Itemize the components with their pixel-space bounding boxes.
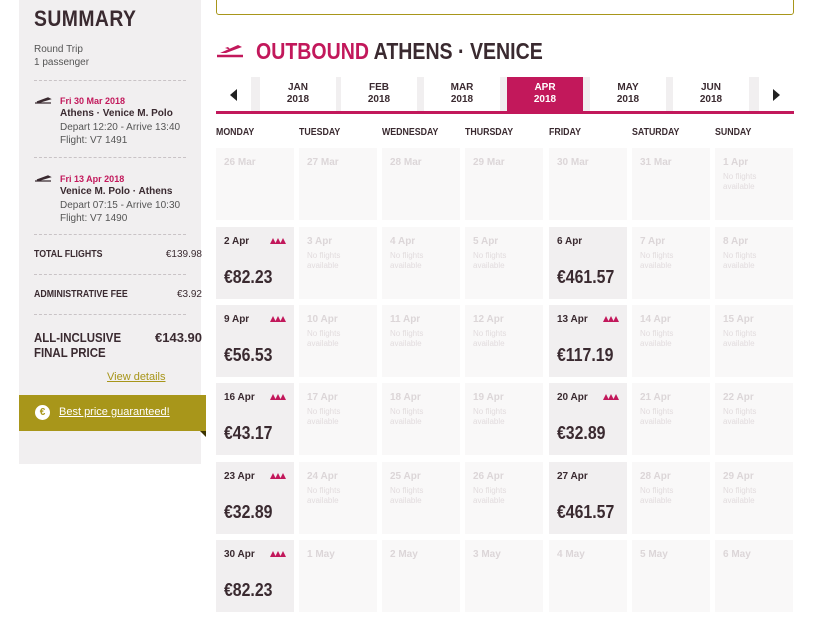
calendar-day-unavailable xyxy=(632,462,710,534)
no-flights-text: No flights available xyxy=(723,407,757,426)
day-label: 30 Apr xyxy=(224,549,255,560)
no-flights-text: No flights available xyxy=(307,407,341,426)
month-tab-mar[interactable] xyxy=(424,77,500,111)
flight-date: Fri 13 Apr 2018 xyxy=(60,174,125,184)
calendar-day-available[interactable] xyxy=(216,227,294,299)
day-price: €117.19 xyxy=(557,345,614,365)
day-label: 3 Apr xyxy=(307,236,333,247)
calendar-day-unavailable xyxy=(549,148,627,220)
next-month-button[interactable] xyxy=(759,77,794,111)
no-flights-text: No flights available xyxy=(390,407,424,426)
day-label: 10 Apr xyxy=(307,314,338,325)
month-year: 2018 xyxy=(286,94,310,105)
month-year: 2018 xyxy=(367,94,391,105)
calendar-day-available[interactable] xyxy=(216,462,294,534)
no-flights-text: No flights available xyxy=(473,251,507,270)
calendar-day-unavailable xyxy=(465,540,543,612)
month-name: APR xyxy=(534,82,556,93)
total-flights-label: TOTAL FLIGHTS xyxy=(34,249,103,260)
day-label: 6 Apr xyxy=(557,236,583,247)
day-label: 5 May xyxy=(640,549,668,560)
day-label: 14 Apr xyxy=(640,314,671,325)
divider xyxy=(34,80,186,81)
month-year: 2018 xyxy=(450,94,474,105)
month-name: MAY xyxy=(617,82,639,93)
outbound-label: OUTBOUND xyxy=(256,38,369,64)
calendar-day-unavailable xyxy=(465,462,543,534)
final-price-value: €143.90 xyxy=(155,330,202,345)
calendar-day-unavailable xyxy=(382,148,460,220)
day-label: 2 May xyxy=(390,549,418,560)
day-price: €43.17 xyxy=(224,423,273,443)
day-label: 8 Apr xyxy=(723,236,749,247)
day-label: 16 Apr xyxy=(224,392,255,403)
month-year: 2018 xyxy=(533,94,557,105)
calendar-day-unavailable xyxy=(715,383,793,455)
calendar-day-unavailable xyxy=(299,227,377,299)
view-details-link[interactable]: View details xyxy=(107,371,166,383)
calendar-day-unavailable xyxy=(299,148,377,220)
day-label: 5 Apr xyxy=(473,236,499,247)
no-flights-text: No flights available xyxy=(640,407,674,426)
flight-times: Depart 12:20 - Arrive 13:40 xyxy=(60,122,181,133)
day-label: 3 May xyxy=(473,549,501,560)
final-price-label-line1: ALL-INCLUSIVE xyxy=(34,330,122,345)
airplane-takeoff-icon xyxy=(34,96,52,106)
calendar-day-unavailable xyxy=(715,540,793,612)
outbound-flight-summary xyxy=(34,96,194,146)
trip-type: Round Trip xyxy=(34,44,83,55)
flight-number: Flight: V7 1490 xyxy=(60,213,128,224)
day-label: 11 Apr xyxy=(390,314,421,325)
calendar-day-unavailable xyxy=(382,227,460,299)
no-flights-text: No flights available xyxy=(473,407,507,426)
day-label: 30 Mar xyxy=(557,157,589,168)
admin-fee-value: €3.92 xyxy=(176,289,202,300)
day-label: 23 Apr xyxy=(224,471,255,482)
calendar-day-unavailable xyxy=(465,227,543,299)
day-label: 29 Apr xyxy=(723,471,754,482)
best-price-banner[interactable] xyxy=(19,395,206,431)
month-name: JUN xyxy=(700,82,721,93)
calendar-day-available[interactable] xyxy=(549,383,627,455)
day-label: 21 Apr xyxy=(640,392,671,403)
low-price-icon xyxy=(270,314,286,324)
day-label: 19 Apr xyxy=(473,392,504,403)
weekday-header: SATURDAY xyxy=(632,127,680,138)
month-tab-may[interactable] xyxy=(590,77,666,111)
calendar-day-unavailable xyxy=(632,148,710,220)
day-label: 18 Apr xyxy=(390,392,421,403)
day-price: €56.53 xyxy=(224,345,273,365)
month-selector xyxy=(216,77,794,114)
prev-month-button[interactable] xyxy=(216,77,251,111)
summary-title: SUMMARY xyxy=(34,6,137,31)
no-flights-text: No flights available xyxy=(723,172,757,191)
low-price-icon xyxy=(270,392,286,402)
calendar-day-unavailable xyxy=(715,227,793,299)
outbound-route: ATHENS · VENICE xyxy=(373,38,543,64)
day-label: 26 Mar xyxy=(224,157,256,168)
day-price: €461.57 xyxy=(557,267,615,287)
low-price-icon xyxy=(270,549,286,559)
calendar-day-unavailable xyxy=(465,305,543,377)
no-flights-text: No flights available xyxy=(640,251,674,270)
calendar-day-unavailable xyxy=(715,462,793,534)
calendar-day-unavailable xyxy=(465,383,543,455)
chevron-left-icon xyxy=(230,89,237,101)
day-label: 7 Apr xyxy=(640,236,666,247)
airplane-takeoff-icon xyxy=(216,42,244,58)
month-name: JAN xyxy=(287,82,308,93)
flight-route: Athens · Venice M. Polo xyxy=(60,108,173,119)
weekday-header: MONDAY xyxy=(216,127,255,138)
day-label: 31 Mar xyxy=(640,157,672,168)
day-label: 25 Apr xyxy=(390,471,421,482)
month-year: 2018 xyxy=(616,94,640,105)
best-price-link[interactable]: Best price guaranteed! xyxy=(59,406,170,418)
day-label: 12 Apr xyxy=(473,314,504,325)
weekday-header: TUESDAY xyxy=(299,127,341,138)
month-year: 2018 xyxy=(699,94,723,105)
day-label: 1 Apr xyxy=(723,157,749,168)
divider xyxy=(34,314,186,315)
no-flights-text: No flights available xyxy=(473,486,507,505)
divider xyxy=(34,157,186,158)
calendar-day-unavailable xyxy=(632,305,710,377)
month-tab-apr[interactable] xyxy=(507,77,583,114)
low-price-icon xyxy=(603,314,619,324)
divider xyxy=(34,274,186,275)
calendar-day-unavailable xyxy=(549,540,627,612)
low-price-icon xyxy=(270,236,286,246)
outbound-heading xyxy=(256,38,543,65)
day-label: 9 Apr xyxy=(224,314,250,325)
chevron-right-icon xyxy=(773,89,780,101)
no-flights-text: No flights available xyxy=(390,251,424,270)
calendar-day-available[interactable] xyxy=(549,462,627,534)
flight-date: Fri 30 Mar 2018 xyxy=(60,96,126,106)
calendar-day-available[interactable] xyxy=(549,227,627,299)
calendar-day-unavailable xyxy=(299,305,377,377)
no-flights-text: No flights available xyxy=(307,251,341,270)
day-price: €82.23 xyxy=(224,580,273,600)
calendar-day-unavailable xyxy=(715,305,793,377)
weekday-header: WEDNESDAY xyxy=(382,127,439,138)
month-name: FEB xyxy=(369,82,389,93)
flight-number: Flight: V7 1491 xyxy=(60,135,128,146)
calendar-day-unavailable xyxy=(299,462,377,534)
return-flight-summary xyxy=(34,174,194,224)
calendar-day-unavailable xyxy=(632,540,710,612)
flight-times: Depart 07:15 - Arrive 10:30 xyxy=(60,200,181,211)
calendar-day-unavailable xyxy=(299,540,377,612)
weekday-header: THURSDAY xyxy=(465,127,514,138)
day-label: 15 Apr xyxy=(723,314,754,325)
no-flights-text: No flights available xyxy=(473,329,507,348)
day-label: 27 Apr xyxy=(557,471,588,482)
calendar-day-unavailable xyxy=(465,148,543,220)
passenger-count: 1 passenger xyxy=(34,57,90,68)
month-tab-feb[interactable] xyxy=(341,77,417,111)
day-label: 26 Apr xyxy=(473,471,504,482)
no-flights-text: No flights available xyxy=(307,329,341,348)
no-flights-text: No flights available xyxy=(390,486,424,505)
day-label: 29 Mar xyxy=(473,157,505,168)
calendar-day-unavailable xyxy=(632,383,710,455)
month-tab-jan[interactable] xyxy=(260,77,336,111)
admin-fee-label: ADMINISTRATIVE FEE xyxy=(34,289,128,300)
day-price: €461.57 xyxy=(557,502,615,522)
calendar-day-unavailable xyxy=(382,383,460,455)
day-price: €82.23 xyxy=(224,267,273,287)
no-flights-text: No flights available xyxy=(723,486,757,505)
month-name: MAR xyxy=(450,82,474,93)
day-label: 28 Mar xyxy=(390,157,422,168)
total-flights-value: €139.98 xyxy=(165,249,202,260)
calendar-day-available[interactable] xyxy=(549,305,627,377)
no-flights-text: No flights available xyxy=(723,329,757,348)
day-label: 27 Mar xyxy=(307,157,339,168)
final-price-label-line2: FINAL PRICE xyxy=(34,345,106,360)
low-price-icon xyxy=(270,471,286,481)
day-label: 28 Apr xyxy=(640,471,671,482)
search-panel-edge xyxy=(216,0,794,15)
calendar-day-available[interactable] xyxy=(216,305,294,377)
weekday-header: FRIDAY xyxy=(549,127,581,138)
no-flights-text: No flights available xyxy=(723,251,757,270)
day-price: €32.89 xyxy=(224,502,273,522)
calendar-day-available[interactable] xyxy=(216,540,294,612)
calendar-day-unavailable xyxy=(382,462,460,534)
low-price-icon xyxy=(603,392,619,402)
no-flights-text: No flights available xyxy=(307,486,341,505)
calendar-day-unavailable xyxy=(715,148,793,220)
calendar-day-unavailable xyxy=(299,383,377,455)
final-price-label xyxy=(34,330,121,360)
day-label: 22 Apr xyxy=(723,392,754,403)
divider xyxy=(34,234,186,235)
day-label: 6 May xyxy=(723,549,751,560)
day-label: 17 Apr xyxy=(307,392,338,403)
day-label: 20 Apr xyxy=(557,392,588,403)
day-label: 24 Apr xyxy=(307,471,338,482)
calendar-day-unavailable xyxy=(382,540,460,612)
ribbon-fold xyxy=(200,431,206,437)
no-flights-text: No flights available xyxy=(640,329,674,348)
no-flights-text: No flights available xyxy=(390,329,424,348)
no-flights-text: No flights available xyxy=(640,486,674,505)
calendar-day-unavailable xyxy=(382,305,460,377)
day-label: 4 May xyxy=(557,549,585,560)
day-label: 1 May xyxy=(307,549,335,560)
flight-route: Venice M. Polo · Athens xyxy=(60,186,173,197)
calendar-day-available[interactable] xyxy=(216,383,294,455)
day-label: 2 Apr xyxy=(224,236,250,247)
day-label: 4 Apr xyxy=(390,236,416,247)
airplane-takeoff-icon xyxy=(34,174,52,184)
day-price: €32.89 xyxy=(557,423,606,443)
calendar-day-unavailable xyxy=(632,227,710,299)
weekday-header: SUNDAY xyxy=(715,127,752,138)
euro-icon: € xyxy=(35,405,50,420)
month-tab-jun[interactable] xyxy=(673,77,749,111)
day-label: 13 Apr xyxy=(557,314,588,325)
calendar-day-unavailable xyxy=(216,148,294,220)
